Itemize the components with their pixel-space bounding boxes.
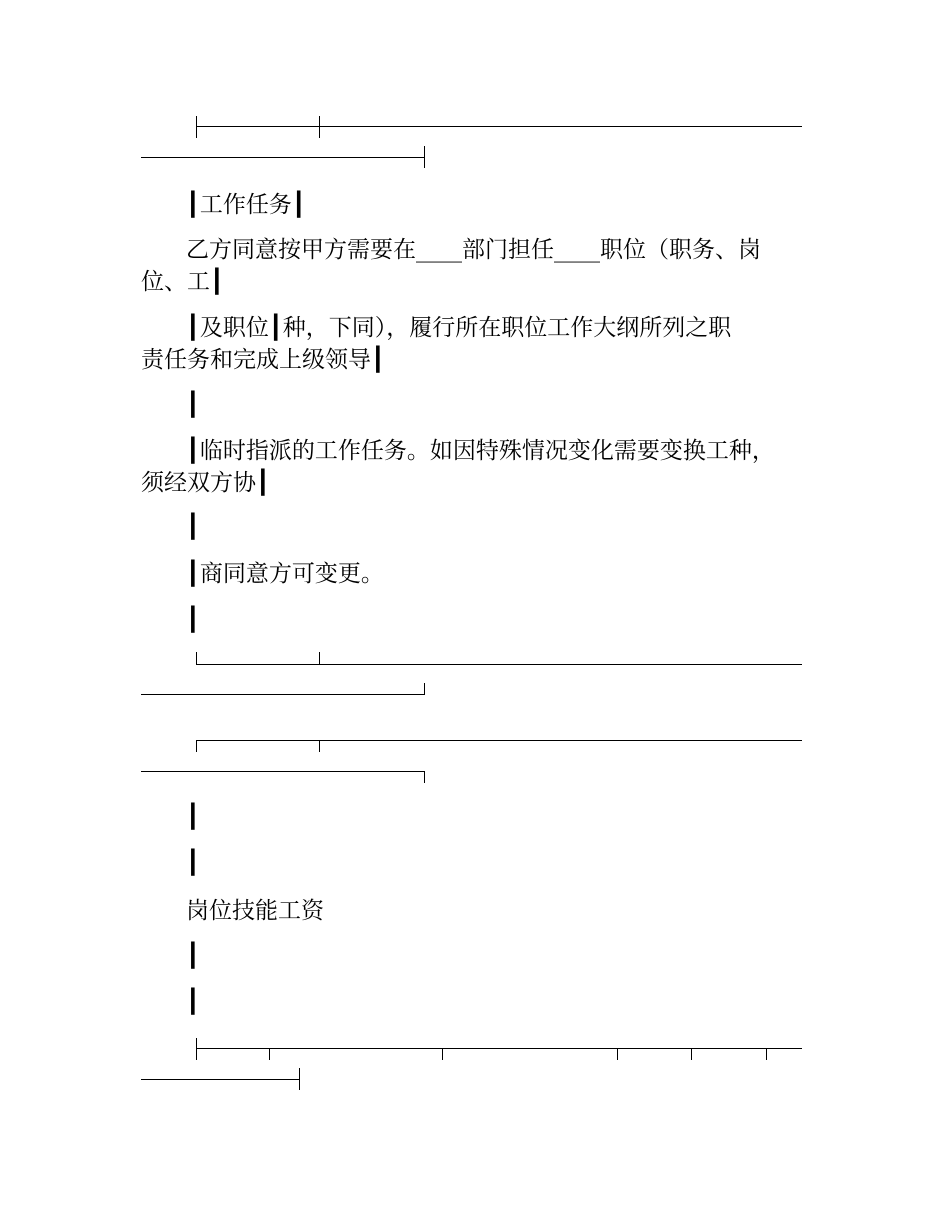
table-bar: ┃: [186, 804, 200, 830]
table-bar: ┃: [186, 607, 200, 633]
paragraph-3-line-1: ┃临时指派的工作任务。如因特殊情况变化需要变换工种，: [186, 438, 775, 464]
paragraph-2-line-1: ┃及职位┃种，下同），履行所在职位工作大纲所列之职: [186, 315, 732, 341]
table-bar: ┃: [186, 943, 200, 969]
table-bar: ┃: [186, 989, 200, 1015]
task-heading: ┃工作任务┃: [186, 192, 306, 218]
paragraph-3-line-2: 须经双方协┃: [141, 470, 270, 496]
wage-label: 岗位技能工资: [186, 898, 324, 924]
table-bar: ┃: [186, 850, 200, 876]
paragraph-4: ┃商同意方可变更。: [186, 561, 384, 587]
paragraph-1-line-1: 乙方同意按甲方需要在____部门担任____职位（职务、岗: [186, 237, 761, 263]
table-bar: ┃: [186, 392, 200, 418]
table-bar: ┃: [186, 514, 200, 540]
paragraph-1-line-2: 位、工┃: [141, 269, 224, 295]
paragraph-2-line-2: 责任务和完成上级领导┃: [141, 347, 385, 373]
